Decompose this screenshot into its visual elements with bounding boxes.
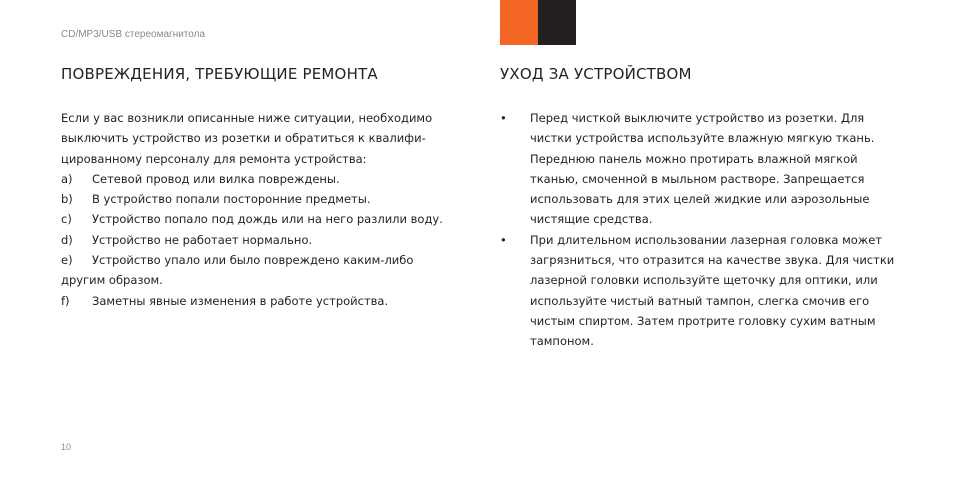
list-item: [500, 230, 900, 352]
item-text: Устройство не работает нормально.: [92, 232, 313, 247]
item-letter: c): [61, 212, 72, 227]
item-text: Устройство упало или было повреждено каким-либо другим образом.: [61, 253, 414, 288]
list-item: [61, 230, 461, 250]
item-letter: e): [61, 253, 73, 268]
bullet-marker: •: [500, 232, 507, 247]
item-text: В устройство попали посторонние предметы.: [92, 192, 371, 207]
bullet-text: При длительном использовании лазерная головка может загрязниться, что отразится на качестве звука. Для чистки лазерной головки используйте щеточку для оптики, или используйте чистый ватный тампон, слегка смочив его чистым спиртом. Затем протрите головку сухим ватным тампоном.: [530, 232, 895, 349]
brand-orange-block: [500, 0, 538, 45]
item-text: Сетевой провод или вилка повреждены.: [92, 171, 340, 186]
care-bullet-list: [500, 108, 900, 352]
item-text: Устройство попало под дождь или на него разлили воду.: [92, 212, 443, 227]
bullet-text: Перед чисткой выключите устройство из розетки. Для чистки устройства используйте влажную мягкую ткань. Переднюю панель можно протирать влажной мягкой тканью, смоченной в мыльном растворе. Запрещается использовать для этих целей жидкие или аэрозольные чистящие средства.: [530, 111, 875, 227]
item-letter: d): [61, 232, 73, 247]
item-letter: f): [61, 293, 70, 308]
list-item: [61, 169, 461, 189]
repair-items-list: [61, 169, 461, 311]
page-number: 10: [61, 442, 72, 452]
bullet-marker: •: [500, 111, 507, 125]
repair-intro-text: Если у вас возникли описанные ниже ситуации, необходимо выключить устройство из розетки и обратиться к квалифицированному персоналу для ремонта устройства:: [61, 111, 433, 166]
document-header-label: CD/MP3/USB стереомагнитола: [61, 29, 206, 40]
list-item: [61, 291, 461, 311]
brand-dark-block: [538, 0, 576, 45]
list-item: [61, 209, 461, 229]
care-section-title: УХОД ЗА УСТРОЙСТВОМ: [500, 65, 692, 83]
repair-section-title: ПОВРЕЖДЕНИЯ, ТРЕБУЮЩИЕ РЕМОНТА: [61, 65, 378, 83]
list-item: [500, 108, 900, 230]
list-item: [61, 250, 461, 291]
repair-section: [61, 64, 461, 311]
item-letter: b): [61, 192, 73, 207]
list-item: [61, 189, 461, 209]
item-letter: a): [61, 171, 73, 186]
item-text: Заметны явные изменения в работе устройства.: [92, 293, 389, 308]
care-section: [500, 64, 900, 352]
